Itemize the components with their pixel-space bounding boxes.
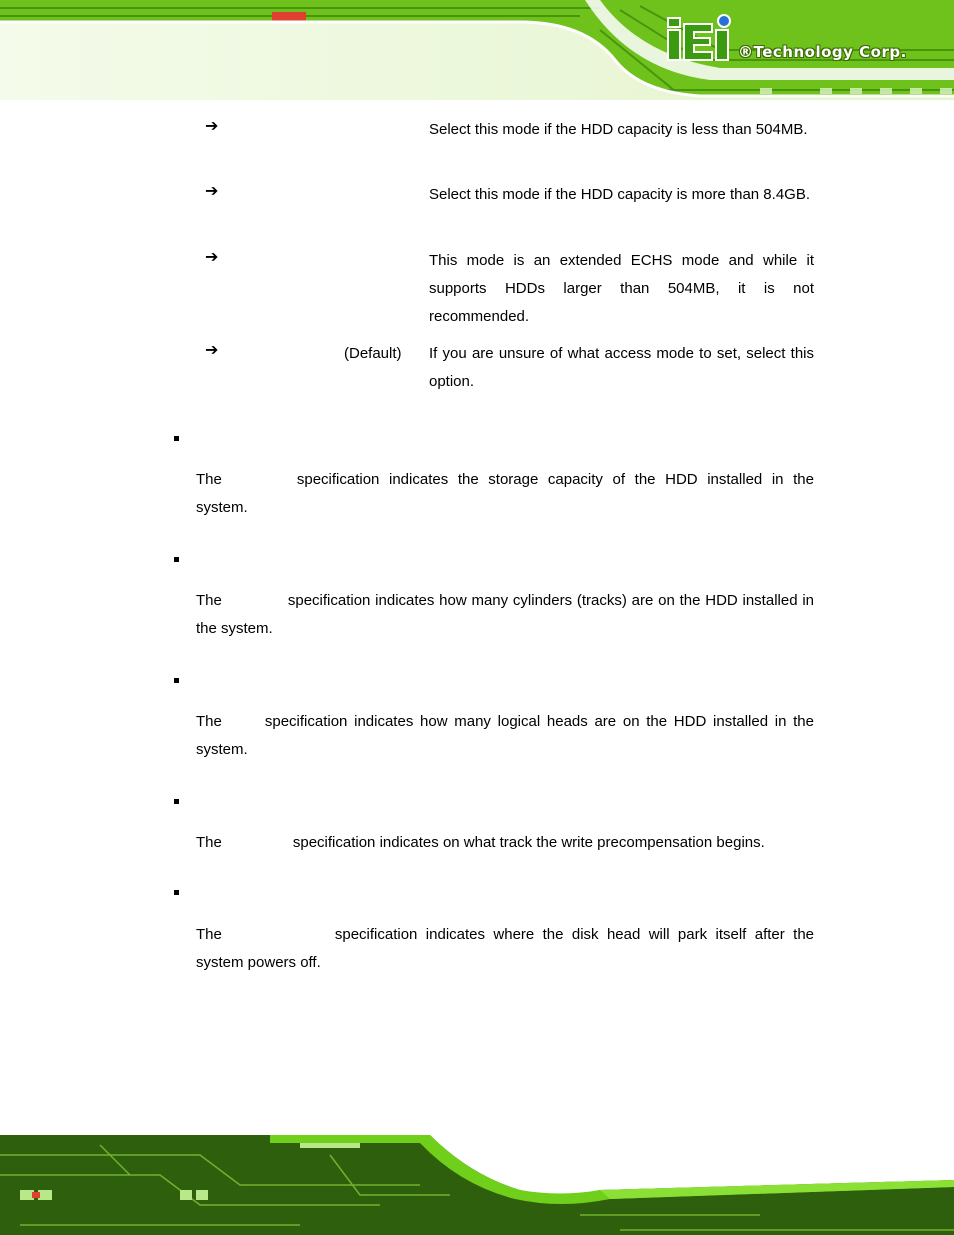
section-paragraph — [196, 708, 814, 764]
bullet-icon — [174, 799, 179, 804]
section-paragraph — [196, 921, 814, 977]
paragraph-lead: The — [196, 926, 222, 943]
arrow-icon: ➔ — [205, 247, 219, 266]
paragraph-body: specification indicates how many logical heads are on the HDD installed in the system. — [196, 713, 814, 758]
brand-name: ®Technology Corp. — [738, 43, 907, 61]
paragraph-lead: The — [196, 834, 222, 851]
option-description: If you are unsure of what access mode to set, select this option. — [429, 345, 814, 390]
section-paragraph — [196, 466, 814, 522]
paragraph-body: specification indicates how many cylinders (tracks) are on the HDD installed in the system. — [196, 592, 814, 637]
section-paragraph — [196, 829, 814, 857]
paragraph-body: specification indicates on what track the write precompensation begins. — [292, 834, 765, 851]
arrow-icon: ➔ — [205, 116, 219, 135]
bullet-icon — [174, 890, 179, 895]
bullet-icon — [174, 436, 179, 441]
page-header-banner — [0, 0, 954, 100]
bullet-icon — [174, 557, 179, 562]
option-tag-default: (Default) — [344, 345, 402, 362]
paragraph-body: specification indicates where the disk head will park itself after the system powers off. — [196, 926, 814, 971]
paragraph-lead: The — [196, 471, 222, 488]
paragraph-lead: The — [196, 592, 222, 609]
section-paragraph — [196, 587, 814, 643]
option-description: Select this mode if the HDD capacity is more than 8.4GB. — [429, 186, 810, 203]
arrow-icon: ➔ — [205, 340, 219, 359]
bullet-icon — [174, 678, 179, 683]
paragraph-body: specification indicates the storage capacity of the HDD installed in the system. — [196, 471, 814, 516]
option-description: This mode is an extended ECHS mode and while it supports HDDs larger than 504MB, it is not recommended. — [429, 252, 814, 325]
page-footer-banner — [0, 1135, 954, 1235]
option-description: Select this mode if the HDD capacity is less than 504MB. — [429, 121, 808, 138]
circuit-board-graphic — [0, 1135, 954, 1235]
paragraph-lead: The — [196, 713, 222, 730]
arrow-icon: ➔ — [205, 181, 219, 200]
